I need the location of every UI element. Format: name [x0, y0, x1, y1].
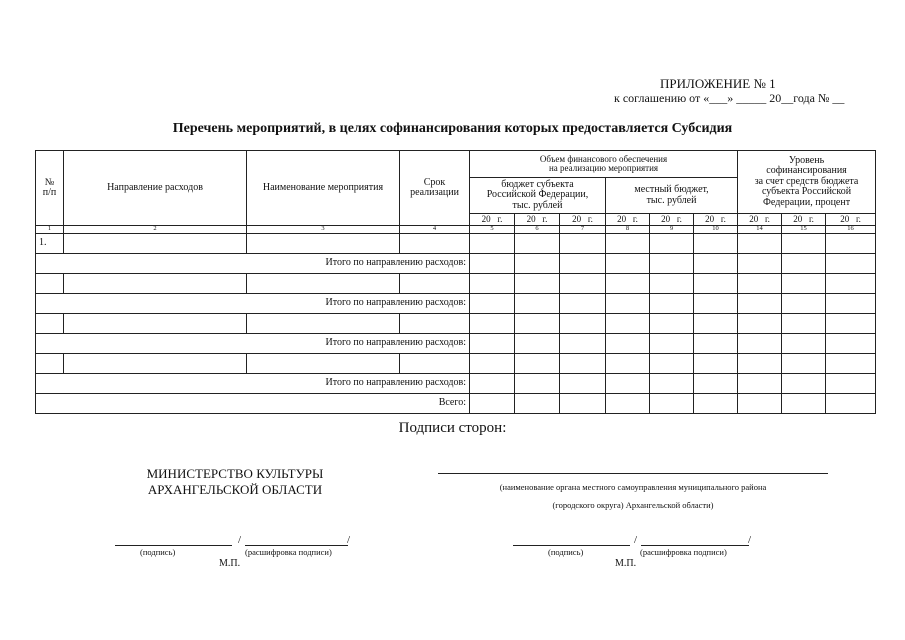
cell [560, 373, 606, 393]
ministry-line-2: АРХАНГЕЛЬСКОЙ ОБЛАСТИ [147, 482, 323, 497]
cell [650, 253, 694, 273]
cell [826, 393, 876, 413]
cell [782, 333, 826, 353]
year-cell: 20 г. [694, 214, 738, 226]
ministry-line-1: МИНИСТЕРСТВО КУЛЬТУРЫ [146, 466, 324, 481]
cell [470, 273, 515, 293]
header-term: Срок реализации [400, 151, 470, 226]
column-number: 10 [694, 226, 738, 234]
header-funding: Объем финансового обеспечения на реализацию мероприятия [470, 151, 738, 178]
cell [515, 373, 560, 393]
cell [650, 373, 694, 393]
column-number: 14 [738, 226, 782, 234]
table-row [36, 233, 876, 253]
cell [400, 233, 470, 253]
cell [470, 233, 515, 253]
cell [738, 393, 782, 413]
cell [782, 313, 826, 333]
right-decode-label: (расшифровка подписи) [640, 547, 727, 557]
agreement-reference: к соглашению от «___» _____ 20__года № __ [614, 91, 845, 105]
cell [738, 293, 782, 313]
cell [606, 233, 650, 253]
cell [826, 253, 876, 273]
cell [738, 313, 782, 333]
cell [694, 353, 738, 373]
cell [470, 393, 515, 413]
cell [515, 333, 560, 353]
signatures-heading: Подписи сторон: [398, 420, 507, 436]
cell [738, 353, 782, 373]
cell [470, 313, 515, 333]
cell [694, 333, 738, 353]
table-row [36, 313, 876, 333]
cell [470, 253, 515, 273]
cell [400, 273, 470, 293]
left-decode-line [245, 545, 348, 546]
cell [606, 273, 650, 293]
subtotal-label: Итого по направлению расходов: [36, 373, 470, 393]
appendix-title: ПРИЛОЖЕНИЕ № 1 [660, 76, 776, 91]
cell [606, 353, 650, 373]
cell [64, 273, 247, 293]
org-caption-line-1: (наименование органа местного самоуправления муниципального района [499, 482, 767, 492]
subtotal-label: Итого по направлению расходов: [36, 253, 470, 273]
cell [694, 253, 738, 273]
cell [606, 253, 650, 273]
cell [782, 393, 826, 413]
cell [64, 353, 247, 373]
cell [826, 313, 876, 333]
subtotal-label: Итого по направлению расходов: [36, 293, 470, 313]
cell [560, 233, 606, 253]
right-slash: / [634, 534, 638, 546]
column-number: 8 [606, 226, 650, 234]
header-cofinancing: Уровень софинансирования за счет средств бюджета субъекта Российской Федерации, процент [738, 151, 876, 214]
cell [515, 313, 560, 333]
cell [64, 233, 247, 253]
cell [515, 353, 560, 373]
cell [470, 373, 515, 393]
cell [606, 393, 650, 413]
cell [36, 353, 64, 373]
cell [606, 373, 650, 393]
cell [738, 233, 782, 253]
year-cell: 20 г. [606, 214, 650, 226]
cell [782, 273, 826, 293]
cell [560, 313, 606, 333]
left-decode-label: (расшифровка подписи) [245, 547, 332, 557]
cell [560, 393, 606, 413]
cell [650, 353, 694, 373]
cell [36, 273, 64, 293]
events-table [35, 150, 876, 414]
header-num: № п/п [36, 151, 64, 226]
left-slash: / [238, 534, 242, 546]
cell [400, 353, 470, 373]
left-signature-line [115, 545, 232, 546]
org-name-line [438, 473, 828, 474]
header-local-budget: местный бюджет, тыс. рублей [606, 178, 738, 214]
column-number: 1 [36, 226, 64, 234]
cell [606, 293, 650, 313]
cell [515, 393, 560, 413]
cell [650, 233, 694, 253]
cell [36, 313, 64, 333]
column-number: 7 [560, 226, 606, 234]
cell [650, 273, 694, 293]
cell [247, 353, 400, 373]
org-caption [438, 478, 828, 514]
header-regional-budget: бюджет субъекта Российской Федерации, тыс. рублей [470, 178, 606, 214]
org-caption-line-2: (городского округа) Архангельской области) [552, 500, 714, 510]
column-number: 2 [64, 226, 247, 234]
column-number: 5 [470, 226, 515, 234]
year-cell: 20 г. [515, 214, 560, 226]
cell [826, 333, 876, 353]
cell [782, 253, 826, 273]
column-number: 15 [782, 226, 826, 234]
cell [826, 293, 876, 313]
column-number: 16 [826, 226, 876, 234]
ministry-name [100, 466, 370, 498]
cell [470, 353, 515, 373]
cell [694, 313, 738, 333]
column-number: 4 [400, 226, 470, 234]
year-cell: 20 г. [560, 214, 606, 226]
cell [606, 313, 650, 333]
cell [694, 393, 738, 413]
cell [400, 313, 470, 333]
cell [694, 373, 738, 393]
cell [515, 293, 560, 313]
cell [247, 273, 400, 293]
cell [470, 333, 515, 353]
header-event: Наименование мероприятия [247, 151, 400, 226]
left-sign-label: (подпись) [140, 547, 176, 557]
cell [650, 293, 694, 313]
right-slash-end: / [748, 534, 752, 546]
cell [782, 233, 826, 253]
cell [826, 233, 876, 253]
cell [738, 253, 782, 273]
cell [606, 333, 650, 353]
row-number: 1. [36, 233, 64, 253]
cell [515, 253, 560, 273]
cell [826, 273, 876, 293]
right-stamp-label: М.П. [615, 558, 637, 569]
grand-total-label: Всего: [36, 393, 470, 413]
cell [560, 293, 606, 313]
year-cell: 20 г. [470, 214, 515, 226]
cell [650, 333, 694, 353]
right-decode-line [641, 545, 749, 546]
cell [515, 233, 560, 253]
cell [738, 333, 782, 353]
left-slash-end: / [347, 534, 351, 546]
cell [560, 333, 606, 353]
right-sign-label: (подпись) [548, 547, 584, 557]
cell [560, 273, 606, 293]
cell [515, 273, 560, 293]
cell [560, 353, 606, 373]
left-stamp-label: М.П. [219, 558, 241, 569]
table-row [36, 353, 876, 373]
cell [650, 393, 694, 413]
subtotal-row [36, 293, 876, 313]
cell [738, 273, 782, 293]
year-cell: 20 г. [782, 214, 826, 226]
cell [826, 353, 876, 373]
subtotal-row [36, 253, 876, 273]
cell [694, 293, 738, 313]
document-title: Перечень мероприятий, в целях софинансирования которых предоставляется Субсидия [172, 121, 733, 136]
table-row [36, 273, 876, 293]
cell [782, 293, 826, 313]
header-direction: Направление расходов [64, 151, 247, 226]
cell [782, 353, 826, 373]
subtotal-row [36, 333, 876, 353]
cell [694, 273, 738, 293]
year-cell: 20 г. [738, 214, 782, 226]
grand-total-row [36, 393, 876, 413]
cell [247, 313, 400, 333]
year-cell: 20 г. [826, 214, 876, 226]
year-cell: 20 г. [650, 214, 694, 226]
column-number-row [36, 226, 876, 234]
cell [694, 233, 738, 253]
cell [738, 373, 782, 393]
cell [470, 293, 515, 313]
column-number: 9 [650, 226, 694, 234]
right-signature-line [513, 545, 630, 546]
column-number: 3 [247, 226, 400, 234]
subtotal-row [36, 373, 876, 393]
subtotal-label: Итого по направлению расходов: [36, 333, 470, 353]
cell [826, 373, 876, 393]
cell [782, 373, 826, 393]
cell [560, 253, 606, 273]
cell [650, 313, 694, 333]
cell [247, 233, 400, 253]
cell [64, 313, 247, 333]
column-number: 6 [515, 226, 560, 234]
